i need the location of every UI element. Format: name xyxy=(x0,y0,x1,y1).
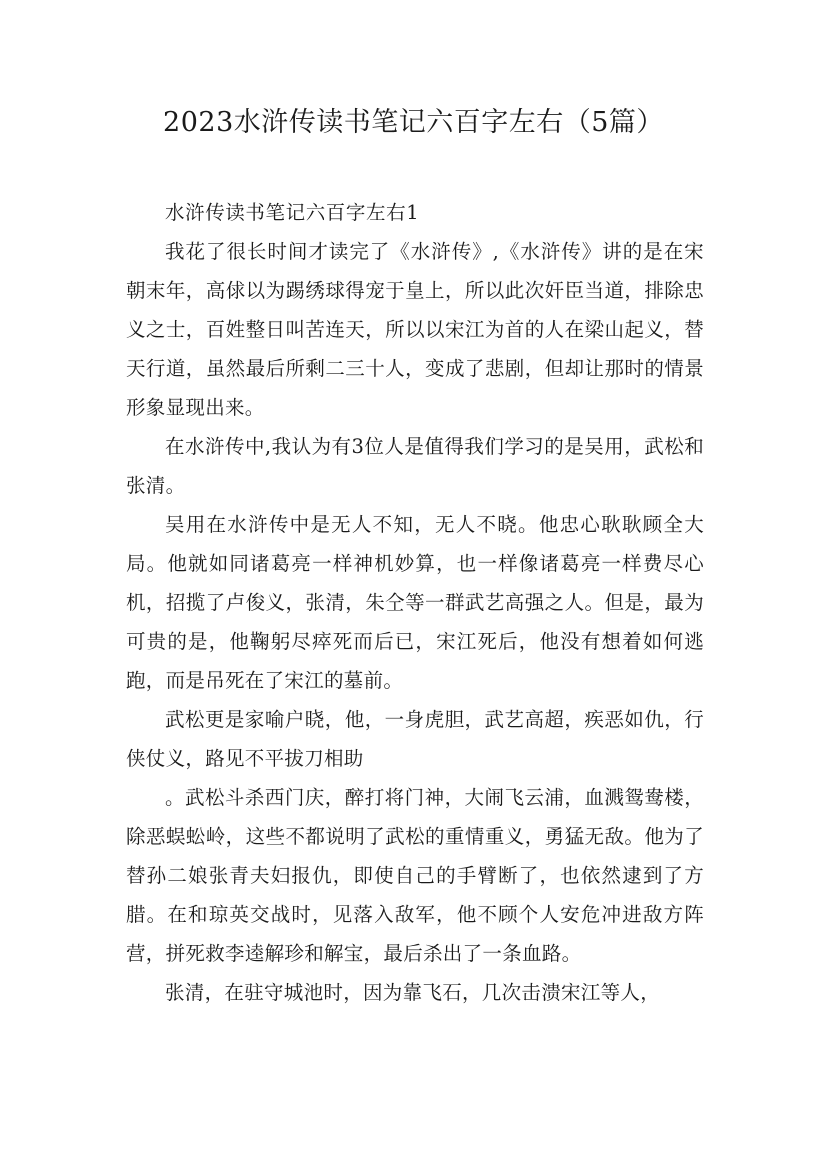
document-body xyxy=(126,193,704,1012)
paragraph: 。武松斗杀西门庆，醉打将门神，大闹飞云浦，血溅鸳鸯楼，除恶蜈蚣岭，这些不都说明了武松的重情重义，勇猛无敌。他为了替孙二娘张青夫妇报仇，即使自己的手臂断了，也依然逮到了方腊。在和琼英交战时，见落入敌军，他不顾个人安危冲进敌方阵营，拼死救李逵解珍和解宝，最后杀出了一条血路。 xyxy=(126,786,704,965)
paragraph: 在水浒传中,我认为有3位人是值得我们学习的是吴用，武松和张清。 xyxy=(126,435,704,497)
paragraph: 张清，在驻守城池时，因为靠飞石，几次击溃宋江等人， xyxy=(165,981,661,1004)
paragraph: 武松更是家喻户晓，他，一身虎胆，武艺高超，疾恶如仇，行侠仗义，路见不平拔刀相助 xyxy=(126,708,704,770)
paragraph: 吴用在水浒传中是无人不知，无人不晓。他忠心耿耿顾全大局。他就如同诸葛亮一样神机妙算，也一样像诸葛亮一样费尽心机，招揽了卢俊义，张清，朱仝等一群武艺高强之人。但是，最为可贵的是，他鞠躬尽瘁死而后已，宋江死后，他没有想着如何逃跑，而是吊死在了宋江的墓前。 xyxy=(126,513,704,692)
document-title: 2023水浒传读书笔记六百字左右（5篇） xyxy=(163,107,664,138)
section-heading: 水浒传读书笔记六百字左右1 xyxy=(165,201,420,224)
paragraph: 我花了很长时间才读完了《水浒传》,《水浒传》讲的是在宋朝末年，高俅以为踢绣球得宠于皇上，所以此次奸臣当道，排除忠义之士，百姓整日叫苦连天，所以以宋江为首的人在梁山起义，替天行道，虽然最后所剩二三十人，变成了悲剧，但却让那时的情景形象显现出来。 xyxy=(126,240,704,419)
